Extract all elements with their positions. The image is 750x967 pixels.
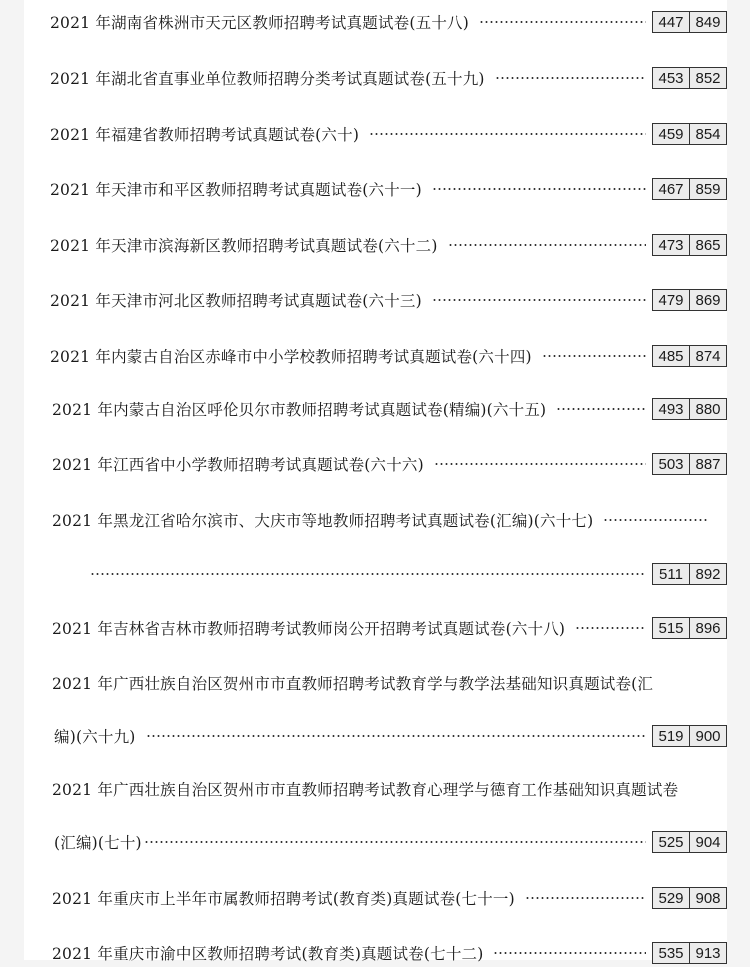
page-start: 479 [653,290,689,310]
toc-entry[interactable] [24,64,727,92]
dot-leader [432,299,646,301]
page-number-box [652,178,727,200]
toc-entry[interactable] [24,8,727,36]
page-start: 519 [653,726,689,746]
page-end: 900 [689,726,726,746]
page-start: 525 [653,832,689,852]
page-number-box [652,942,727,964]
toc-entry[interactable] [24,342,727,370]
entry-title: 2021 年重庆市渝中区教师招聘考试(教育类)真题试卷(七十二) [52,945,484,963]
page-number-box [652,289,727,311]
page-number-box [652,617,727,639]
page-end: 852 [689,68,726,88]
toc-entry[interactable] [24,614,727,642]
page-end: 892 [689,564,726,584]
entry-title: 2021 年黑龙江省哈尔滨市、大庆市等地教师招聘考试真题试卷(汇编)(六十七) [52,512,594,530]
toc-entry[interactable] [24,669,727,751]
toc-entry[interactable] [24,175,727,203]
dot-leader [144,841,646,843]
page-start: 453 [653,68,689,88]
dot-leader [542,355,646,357]
entry-title: 2021 年天津市河北区教师招聘考试真题试卷(六十三) [50,292,422,310]
dot-leader [495,77,646,79]
dot-leader [432,188,646,190]
page-number-box [652,67,727,89]
entry-title: 2021 年福建省教师招聘考试真题试卷(六十) [50,126,360,144]
toc-entry[interactable] [24,395,727,423]
page-end: 869 [689,290,726,310]
toc-entry[interactable] [24,286,727,314]
page-number-box [652,887,727,909]
dot-leader [146,735,646,737]
toc-entry[interactable] [24,775,727,857]
page-start: 515 [653,618,689,638]
dot-leader [479,21,646,23]
dot-leader [575,627,646,629]
entry-title: 2021 年内蒙古自治区赤峰市中小学校教师招聘考试真题试卷(六十四) [50,348,532,366]
entry-title: 2021 年天津市和平区教师招聘考试真题试卷(六十一) [50,181,422,199]
page-start: 467 [653,179,689,199]
page-end: 913 [689,943,726,963]
dot-leader [525,897,646,899]
entry-title-continued: (汇编)(七十) [54,834,142,852]
entry-title-continued: 编)(六十九) [54,728,136,746]
toc-entry[interactable] [24,231,727,259]
dot-leader [603,519,707,521]
page-end: 880 [689,399,726,419]
page-start: 459 [653,124,689,144]
page-end: 908 [689,888,726,908]
entry-title: 2021 年湖北省直事业单位教师招聘分类考试真题试卷(五十九) [50,70,485,88]
toc-entry[interactable] [24,884,727,912]
page-end: 896 [689,618,726,638]
page-start: 535 [653,943,689,963]
page-start: 529 [653,888,689,908]
page-start: 493 [653,399,689,419]
page-end: 865 [689,235,726,255]
page-number-box [652,11,727,33]
toc-entry[interactable] [24,939,727,967]
page-end: 874 [689,346,726,366]
entry-title: 2021 年江西省中小学教师招聘考试真题试卷(六十六) [52,456,424,474]
dot-leader [493,952,646,954]
toc-page [24,0,727,963]
page-number-box [652,453,727,475]
page-end: 887 [689,454,726,474]
entry-title: 2021 年湖南省株洲市天元区教师招聘考试真题试卷(五十八) [50,14,469,32]
entry-title: 2021 年内蒙古自治区呼伦贝尔市教师招聘考试真题试卷(精编)(六十五) [52,401,547,419]
page-number-box [652,563,727,585]
dot-leader [556,408,646,410]
page-start: 473 [653,235,689,255]
dot-leader [448,244,646,246]
page-start: 485 [653,346,689,366]
page-end: 849 [689,12,726,32]
dot-leader [90,573,646,575]
dot-leader [369,133,646,135]
entry-title: 2021 年广西壮族自治区贺州市市直教师招聘考试教育心理学与德育工作基础知识真题试卷 [52,781,679,799]
toc-entry[interactable] [24,450,727,478]
page-end: 859 [689,179,726,199]
entry-title: 2021 年广西壮族自治区贺州市市直教师招聘考试教育学与教学法基础知识真题试卷(汇 [52,675,654,693]
entry-title: 2021 年重庆市上半年市属教师招聘考试(教育类)真题试卷(七十一) [52,890,515,908]
entry-title: 2021 年吉林省吉林市教师招聘考试教师岗公开招聘考试真题试卷(六十八) [52,620,566,638]
page-start: 447 [653,12,689,32]
page-number-box [652,123,727,145]
page-number-box [652,831,727,853]
dot-leader [434,463,646,465]
page-number-box [652,398,727,420]
toc-entry[interactable] [24,506,727,592]
page-end: 904 [689,832,726,852]
toc-entry[interactable] [24,120,727,148]
page-number-box [652,725,727,747]
page-start: 511 [653,564,689,584]
page-number-box [652,345,727,367]
page-end: 854 [689,124,726,144]
page-number-box [652,234,727,256]
entry-title: 2021 年天津市滨海新区教师招聘考试真题试卷(六十二) [50,237,438,255]
page-start: 503 [653,454,689,474]
